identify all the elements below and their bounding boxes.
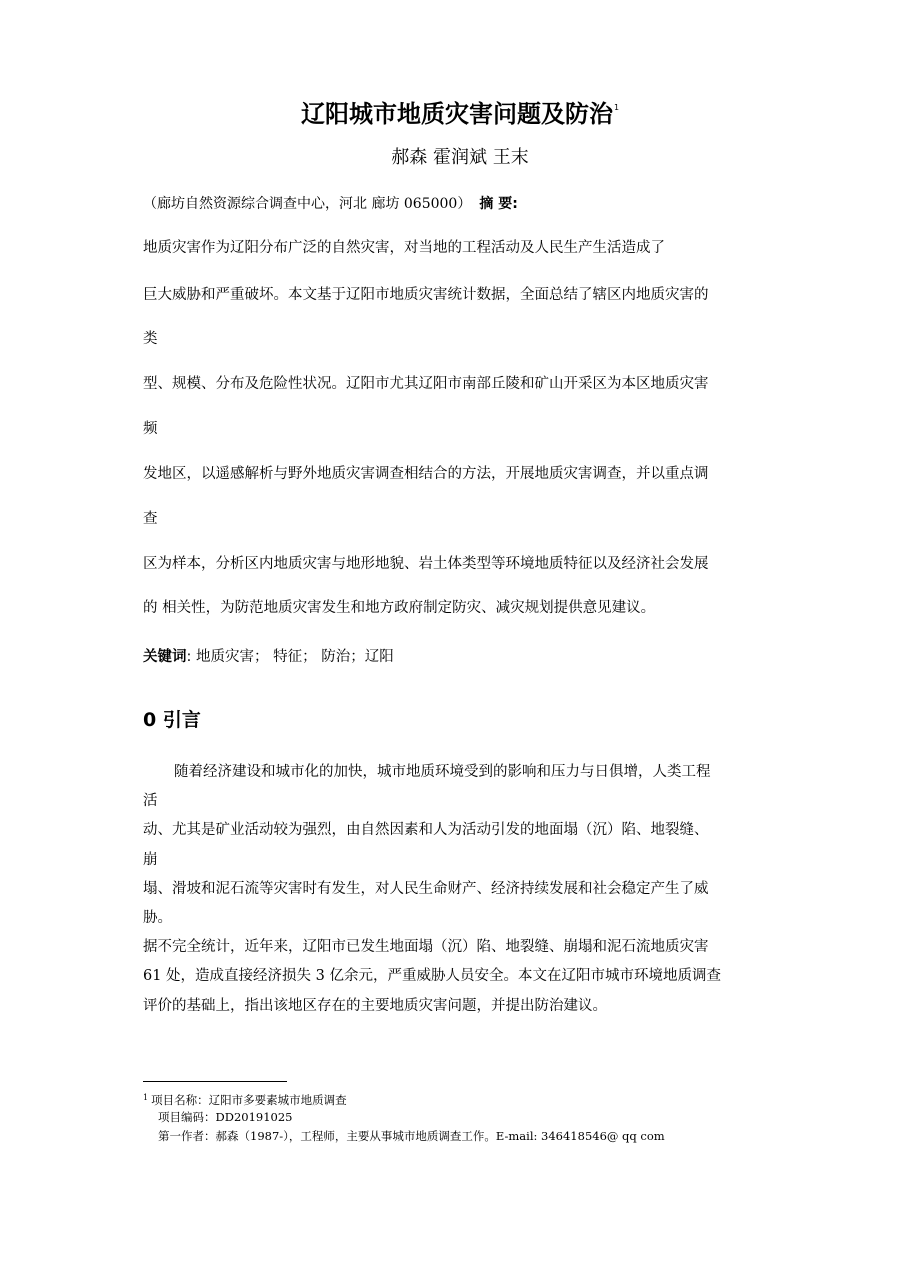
title-text: 辽阳城市地质灾害问题及防治 xyxy=(300,100,613,128)
body-line: 动、尤其是矿业活动较为强烈，由自然因素和人为活动引发的地面塌（沉）陷、地裂缝、 xyxy=(143,822,709,838)
abstract-line: 的 相关性，为防范地质灾害发生和地方政府制定防灾、减灾规划提供意见建议。 xyxy=(143,600,656,616)
abstract-line: 型、规模、分布及危险性状况。辽阳市尤其辽阳市南部丘陵和矿山开采区为本区地质灾害 xyxy=(143,376,709,392)
abstract-line: 查 xyxy=(143,511,158,527)
body-line: 随着经济建设和城市化的加快，城市地质环境受到的影响和压力与日俱增，人类工程 xyxy=(174,764,711,780)
body-line: 据不完全统计，近年来，辽阳市已发生地面塌（沉）陷、地裂缝、崩塌和泥石流地质灾害 xyxy=(143,939,709,955)
affiliation-line xyxy=(143,192,518,216)
footnote-divider xyxy=(143,1081,287,1082)
body-line: 崩 xyxy=(143,852,158,868)
body-line: 胁。 xyxy=(143,910,172,926)
keywords-line xyxy=(143,645,394,669)
abstract-line: 巨大威胁和严重破坏。本文基于辽阳市地质灾害统计数据，全面总结了辖区内地质灾害的 xyxy=(143,287,709,303)
abstract-line: 类 xyxy=(143,331,158,347)
abstract-line: 区为样本，分析区内地质灾害与地形地貌、岩土体类型等环境地质特征以及经济社会发展 xyxy=(143,556,709,572)
abstract-line: 发地区，以遥感解析与野外地质灾害调查相结合的方法，开展地质灾害调查，并以重点调 xyxy=(143,466,709,482)
abstract-line: 地质灾害作为辽阳分布广泛的自然灾害，对当地的工程活动及人民生产生活造成了 xyxy=(143,240,665,256)
body-line: 61 处，造成直接经济损失 3 亿余元，严重威胁人员安全。本文在辽阳市城市环境地质调查 xyxy=(143,968,721,984)
keywords-label: 关键词 xyxy=(143,649,187,665)
body-line: 评价的基础上，指出该地区存在的主要地质灾害问题，并提出防治建议。 xyxy=(143,998,607,1014)
footnote-first-author: 第一作者：郝森（1987-），工程师，主要从事城市地质调查工作。E-mail: 346418546@ qq com xyxy=(158,1129,665,1143)
title-footnote-mark: 1 xyxy=(613,103,620,112)
footnote-project-name xyxy=(143,1089,347,1109)
body-line: 塌、滑坡和泥石流等灾害时有发生，对人民生命财产、经济持续发展和社会稳定产生了威 xyxy=(143,881,709,897)
footnote-mark: 1 xyxy=(143,1093,149,1102)
keywords-text: : 地质灾害； 特征； 防治；辽阳 xyxy=(186,649,394,665)
abstract-label: 摘 要: xyxy=(479,196,518,212)
paper-title xyxy=(0,88,920,134)
affiliation: （廊坊自然资源综合调查中心，河北 廊坊 065000） xyxy=(143,196,472,212)
footnote-project-code: 项目编码：DD20191025 xyxy=(158,1110,293,1124)
footnote-project-name-text: 项目名称：辽阳市多要素城市地质调查 xyxy=(151,1093,347,1107)
abstract-line: 频 xyxy=(143,421,158,437)
body-line: 活 xyxy=(143,793,158,809)
section-heading-introduction: 0 引言 xyxy=(143,709,201,731)
author-list: 郝森 霍润斌 王末 xyxy=(391,147,529,168)
